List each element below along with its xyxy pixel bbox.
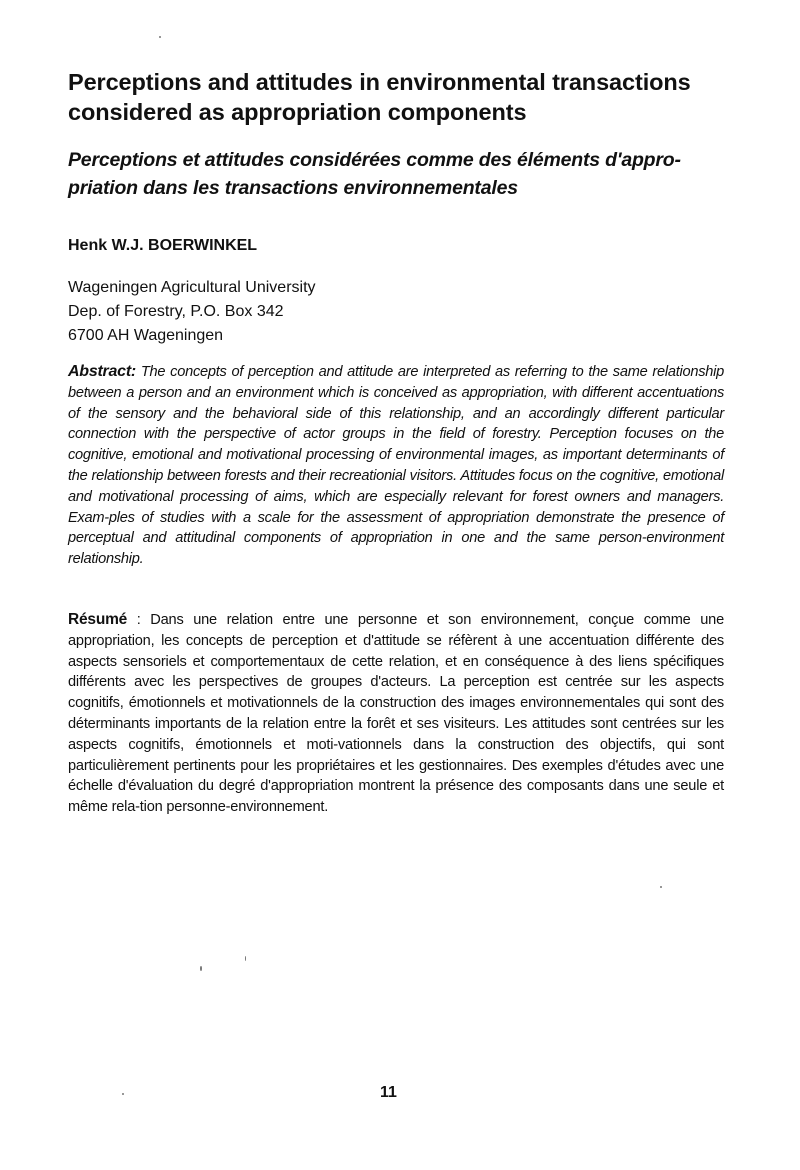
- scan-speck: [245, 956, 246, 961]
- author-affiliation: [68, 276, 316, 348]
- abstract-paragraph: [68, 362, 724, 570]
- abstract-text: The concepts of perception and attitude are interpreted as referring to the same relationship between a person and an environment which is conceived as appropriation, with different accentuations of the sensory and the behavioral side of this relationship, and an accordingly different particular connection with the perspective of actor groups in the field of forestry. Perception focuses on the cognitive, emotional and motivational processing of environmental images, as important determinants of the relationship between forests and their recreationial visitors. Attitudes focus on the cognitive, emotional and motivational processing of aims, which are especially relevant for forest owners and managers. Exam-ples of studies with a scale for the assessment of appropriation demonstrate the presence of perceptual and attitudinal components of appropriation in one and the same person-environment relationship.: [68, 364, 724, 568]
- resume-paragraph: [68, 610, 724, 818]
- affiliation-department: Dep. of Forestry, P.O. Box 342: [68, 303, 284, 320]
- paper-subtitle-french: Perceptions et attitudes considérées comme des éléments d'appro-priation dans les transactions environnementales: [68, 149, 681, 199]
- scan-speck: [159, 36, 161, 38]
- paper-title: Perceptions and attitudes in environmental transactions considered as appropriation components: [68, 69, 691, 125]
- resume-separator: :: [127, 612, 151, 628]
- affiliation-address: 6700 AH Wageningen: [68, 327, 224, 344]
- affiliation-institution: Wageningen Agricultural University: [68, 279, 316, 296]
- page-number: 11: [380, 1084, 397, 1101]
- scan-speck: [200, 966, 202, 971]
- scan-speck: [122, 1093, 124, 1095]
- resume-text: Dans une relation entre une personne et son environnement, conçue comme une appropriation, les concepts de perception et d'attitude se réfèrent à une accentuation différente des aspects sensoriels et comportementaux de cette relation, et en conséquence à des liens spécifiques différents avec les perspectives de groupes d'acteurs. La perception est centrée sur les aspects cognitifs, émotionnels et motivationnels de la construction des images environnementales qui sont des déterminants importants de la relation entre la forêt et ses visiteurs. Les attitudes sont centrées sur les aspects cognitifs, émotionnels et moti-vationnels dans la construction des objectifs, qui sont particulièrement pertinents pour les propriétaires et les gestionnaires. Des exemples d'études avec une échelle d'évaluation du degré d'appropriation montrent la présence des composants dans une seule et même rela-tion personne-environnement.: [68, 612, 724, 816]
- author-name: Henk W.J. BOERWINKEL: [68, 237, 258, 254]
- resume-label: Résumé: [68, 611, 128, 628]
- scan-speck: [660, 886, 662, 888]
- abstract-label: Abstract:: [68, 363, 136, 380]
